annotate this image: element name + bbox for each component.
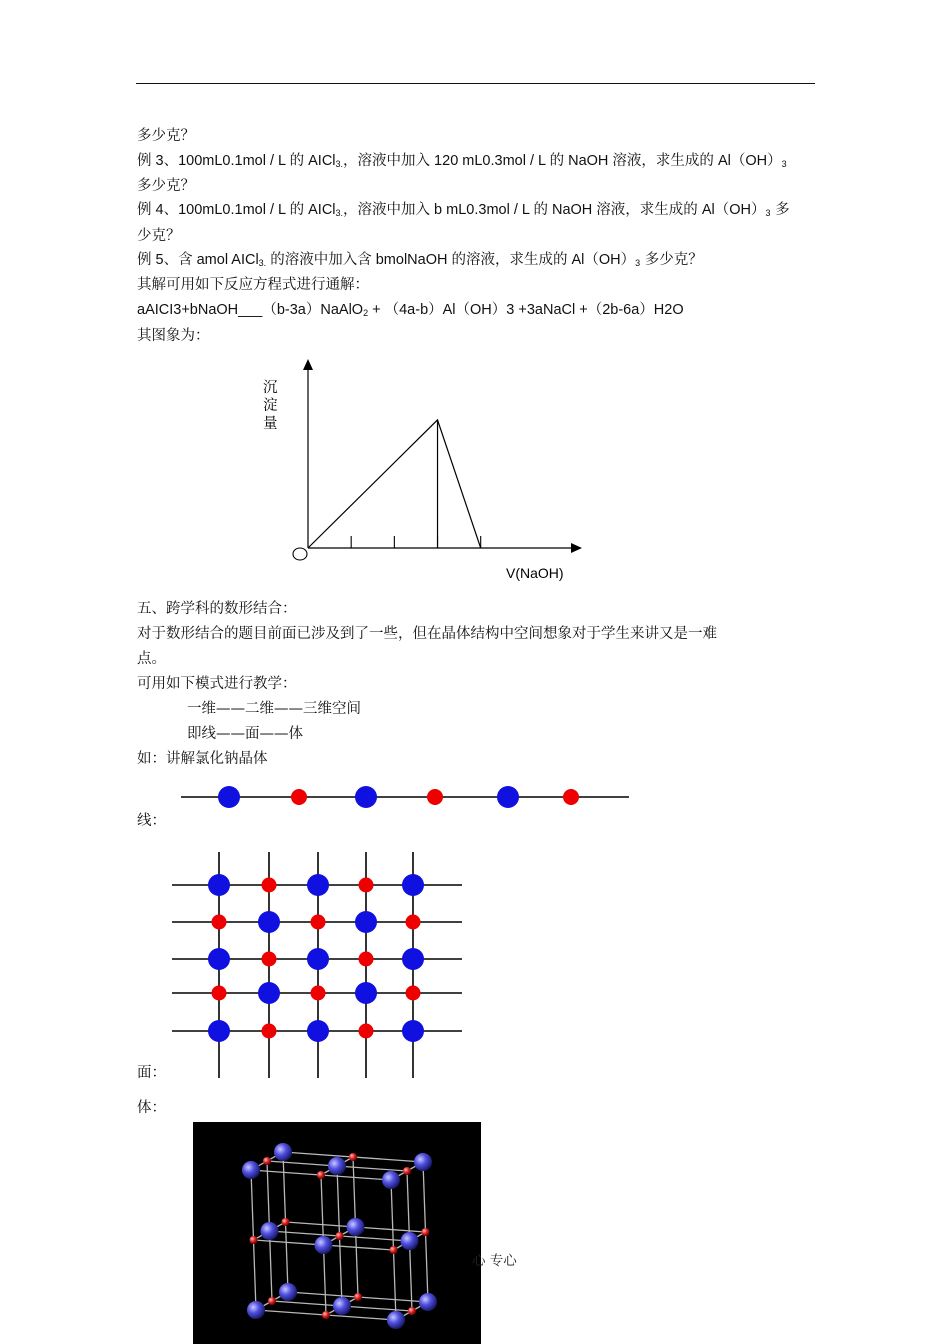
chloride-ion [408, 1307, 416, 1315]
sodium-ion [258, 982, 280, 1004]
subscript: 3 [635, 258, 641, 268]
chloride-ion [403, 1167, 411, 1175]
chloride-ion [349, 1153, 357, 1161]
sodium-ion [382, 1171, 400, 1189]
series-line [308, 420, 481, 548]
grid-atoms [208, 874, 424, 1042]
subscript: 3. [335, 208, 344, 218]
chloride-ion [427, 789, 443, 805]
chloride-ion [262, 878, 277, 893]
paragraph-line: 如：讲解氯化钠晶体 [137, 751, 268, 767]
sodium-ion [328, 1157, 346, 1175]
sodium-ion [355, 786, 377, 808]
text-line: 多少克？ [137, 128, 195, 144]
sodium-ion [414, 1153, 432, 1171]
subscript: 3 [765, 208, 771, 218]
text-span: + （4a-b）Al（OH）3 +3aNaCl +（2b-6a）H2O [368, 302, 684, 318]
chloride-ion [406, 915, 421, 930]
sodium-ion [315, 1236, 333, 1254]
text-span: 多少克？ [640, 252, 703, 268]
label-line: 体： [137, 1100, 166, 1116]
sodium-ion [402, 948, 424, 970]
chloride-ion [268, 1297, 276, 1305]
label-line: 线： [137, 813, 166, 829]
sodium-ion [497, 786, 519, 808]
chloride-ion [336, 1232, 344, 1240]
subscript: 3 [781, 159, 787, 169]
footer-text: 心 专心 [472, 1253, 517, 1269]
sodium-ion [307, 948, 329, 970]
sodium-ion [218, 786, 240, 808]
text-line: 多少克？ [137, 178, 195, 194]
nacl-crystal-image [193, 1122, 481, 1344]
sodium-ion [355, 911, 377, 933]
text-line: 其解可用如下反应方程式进行通解： [137, 277, 369, 293]
chloride-ion [263, 1157, 271, 1165]
sodium-ion [208, 874, 230, 896]
chloride-ion [291, 789, 307, 805]
chloride-ion [317, 1171, 325, 1179]
chloride-ion [212, 915, 227, 930]
text-line: 其图象为： [137, 328, 210, 344]
paragraph-line: 点。 [137, 651, 166, 667]
y-axis-arrow [303, 359, 313, 370]
text-span: 例 4、100mL0.1mol / L 的 AICl [137, 202, 336, 218]
sodium-ion [274, 1143, 292, 1161]
sodium-ion [419, 1293, 437, 1311]
text-span: 例 3、100mL0.1mol / L 的 AICl [137, 153, 336, 169]
sodium-ion [401, 1232, 419, 1250]
chloride-ion [250, 1236, 258, 1244]
text-line: 少克？ [137, 228, 181, 244]
paragraph-line: 对于数形结合的题目前面已涉及到了一些，但在晶体结构中空间想象对于学生来讲又是一难 [137, 626, 717, 642]
label-line: 面： [137, 1065, 166, 1081]
sodium-ion [242, 1161, 260, 1179]
chloride-ion [311, 915, 326, 930]
chloride-ion [422, 1228, 430, 1236]
sodium-ion [208, 1020, 230, 1042]
sodium-ion [307, 1020, 329, 1042]
sodium-ion [279, 1283, 297, 1301]
x-label: V(NaOH) [506, 565, 564, 581]
sodium-ion [333, 1297, 351, 1315]
text-span: 例 5、含 amol AICl [137, 252, 259, 268]
sodium-ion [387, 1311, 405, 1329]
text-span: ，溶液中加入 120 mL0.3mol / L 的 NaOH 溶液，求生成的 Al（OH） [343, 153, 782, 169]
paragraph-line: 一维——二维——三维空间 [187, 701, 361, 717]
sodium-ion [208, 948, 230, 970]
crystal-cube [193, 1122, 481, 1344]
origin-marker [293, 548, 307, 560]
x-axis-arrow [571, 543, 582, 553]
subscript: 2 [363, 308, 369, 318]
y-label-char-1: 沉 [263, 380, 278, 396]
sodium-ion [247, 1301, 265, 1319]
text-span: 的溶液中加入含 bmolNaOH 的溶液，求生成的 Al（OH） [266, 252, 636, 268]
sodium-ion [355, 982, 377, 1004]
chloride-ion [282, 1218, 290, 1226]
chloride-ion [262, 1024, 277, 1039]
sodium-ion [258, 911, 280, 933]
y-label-char-2: 淀 [263, 398, 278, 414]
text-span: ，溶液中加入 b mL0.3mol / L 的 NaOH 溶液，求生成的 Al（OH） [343, 202, 766, 218]
chloride-ion [359, 952, 374, 967]
grid-lines [172, 852, 462, 1078]
chloride-ion [354, 1293, 362, 1301]
sodium-ion [261, 1222, 279, 1240]
text-span: aAICI3+bNaOH___（b-3a）NaAlO [137, 302, 364, 318]
chloride-ion [359, 878, 374, 893]
sodium-ion [402, 1020, 424, 1042]
subscript: 3. [335, 159, 344, 169]
chain-atoms [218, 786, 579, 808]
chloride-ion [563, 789, 579, 805]
paragraph-line: 即线——面——体 [187, 726, 303, 742]
x-ticks [351, 536, 481, 548]
text-span: 多 [770, 202, 790, 218]
chloride-ion [322, 1311, 330, 1319]
section-heading: 五、跨学科的数形结合： [137, 601, 297, 617]
chloride-ion [390, 1246, 398, 1254]
chloride-ion [262, 952, 277, 967]
sodium-ion [307, 874, 329, 896]
paragraph-line: 可用如下模式进行教学： [137, 676, 297, 692]
chloride-ion [212, 986, 227, 1001]
sodium-ion [347, 1218, 365, 1236]
y-label-char-3: 量 [263, 416, 278, 432]
chloride-ion [406, 986, 421, 1001]
chloride-ion [311, 986, 326, 1001]
precipitate-chart [0, 0, 950, 600]
subscript: 3. [258, 258, 267, 268]
chloride-ion [359, 1024, 374, 1039]
sodium-ion [402, 874, 424, 896]
